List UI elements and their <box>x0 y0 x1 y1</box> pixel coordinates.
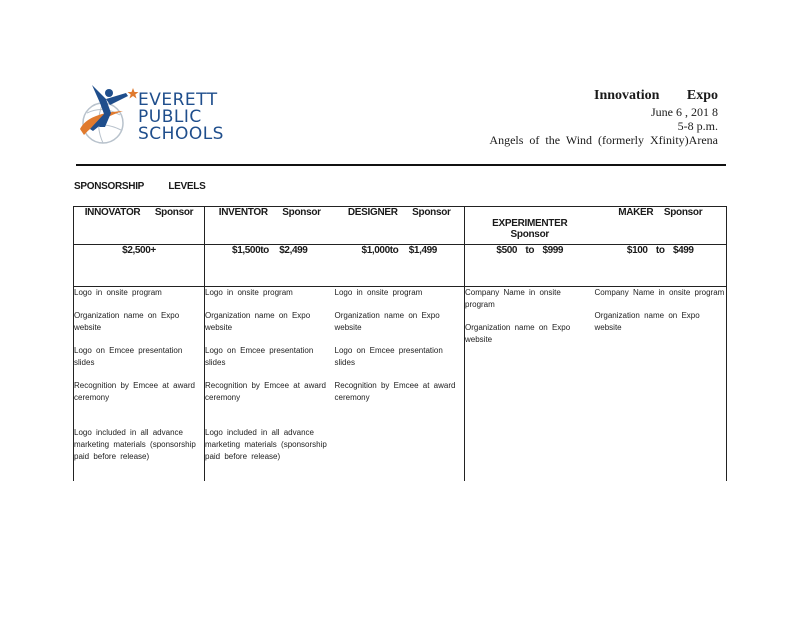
event-time: 5-8 p.m. <box>677 119 718 133</box>
benefit-item: Logo in onsite program <box>74 288 162 297</box>
level-price: $1,000to $1,499 <box>335 245 465 287</box>
logo-line-3: SCHOOLS <box>138 124 224 144</box>
logo-line-2: PUBLIC <box>138 107 202 127</box>
benefit-item: Logo in onsite program <box>205 288 293 297</box>
level-header: DESIGNER Sponsor <box>335 207 465 245</box>
benefit-item: Recognition by Emcee at award ceremony <box>334 381 456 402</box>
benefit-item: Logo on Emcee presentation slides <box>74 346 183 367</box>
benefit-item: Company Name in onsite program <box>594 288 725 297</box>
event-info <box>489 87 718 147</box>
sponsorship-levels-table <box>73 206 727 481</box>
price-row <box>74 245 727 287</box>
benefit-item: Logo on Emcee presentation slides <box>334 346 443 367</box>
benefit-item: Organization name on Expo website <box>594 311 700 332</box>
level-header: INNOVATOR Sponsor <box>74 207 205 245</box>
benefit-item: Logo in onsite program <box>334 288 423 297</box>
logo-line-1: EVERETT <box>138 90 218 110</box>
section-title: SPONSORSHIP LEVELS <box>74 181 206 192</box>
event-date: June 6 , 201 8 <box>651 105 718 119</box>
benefit-item: Logo included in all advance marketing materials (sponsorship paid before release) <box>205 428 327 461</box>
benefit-item: Recognition by Emcee at award ceremony <box>205 381 326 402</box>
benefits-cell <box>74 287 205 482</box>
header-row <box>74 207 727 245</box>
level-header: MAKER Sponsor <box>595 207 727 245</box>
benefit-item: Organization name on Expo website <box>465 323 571 344</box>
level-price: $500 to $999 <box>465 245 595 287</box>
level-price: $1,500to $2,499 <box>205 245 335 287</box>
level-header: INVENTOR Sponsor <box>205 207 335 245</box>
level-header: EXPERIMENTER Sponsor <box>465 207 595 245</box>
header-divider <box>76 164 726 166</box>
level-price: $2,500+ <box>74 245 205 287</box>
benefit-item: Company Name in onsite program <box>465 288 561 309</box>
event-venue: Angels of the Wind (formerly Xfinity)Arena <box>489 133 718 147</box>
benefits-cell <box>465 287 595 482</box>
benefit-item: Recognition by Emcee at award ceremony <box>74 381 195 402</box>
benefits-cell <box>335 287 465 482</box>
benefits-row <box>74 287 727 482</box>
benefits-cell <box>205 287 335 482</box>
swoosh-figure-icon <box>78 83 140 149</box>
benefit-item: Organization name on Expo website <box>74 311 180 332</box>
benefit-item: Organization name on Expo website <box>205 311 311 332</box>
event-title: Innovation Expo <box>594 88 718 103</box>
district-logo <box>78 83 238 153</box>
benefit-item: Logo on Emcee presentation slides <box>205 346 314 367</box>
benefit-item: Logo included in all advance marketing materials (sponsorship paid before release) <box>74 428 196 461</box>
benefits-cell <box>595 287 727 482</box>
district-name <box>138 92 224 143</box>
level-price: $100 to $499 <box>595 245 727 287</box>
benefit-item: Organization name on Expo website <box>334 311 440 332</box>
